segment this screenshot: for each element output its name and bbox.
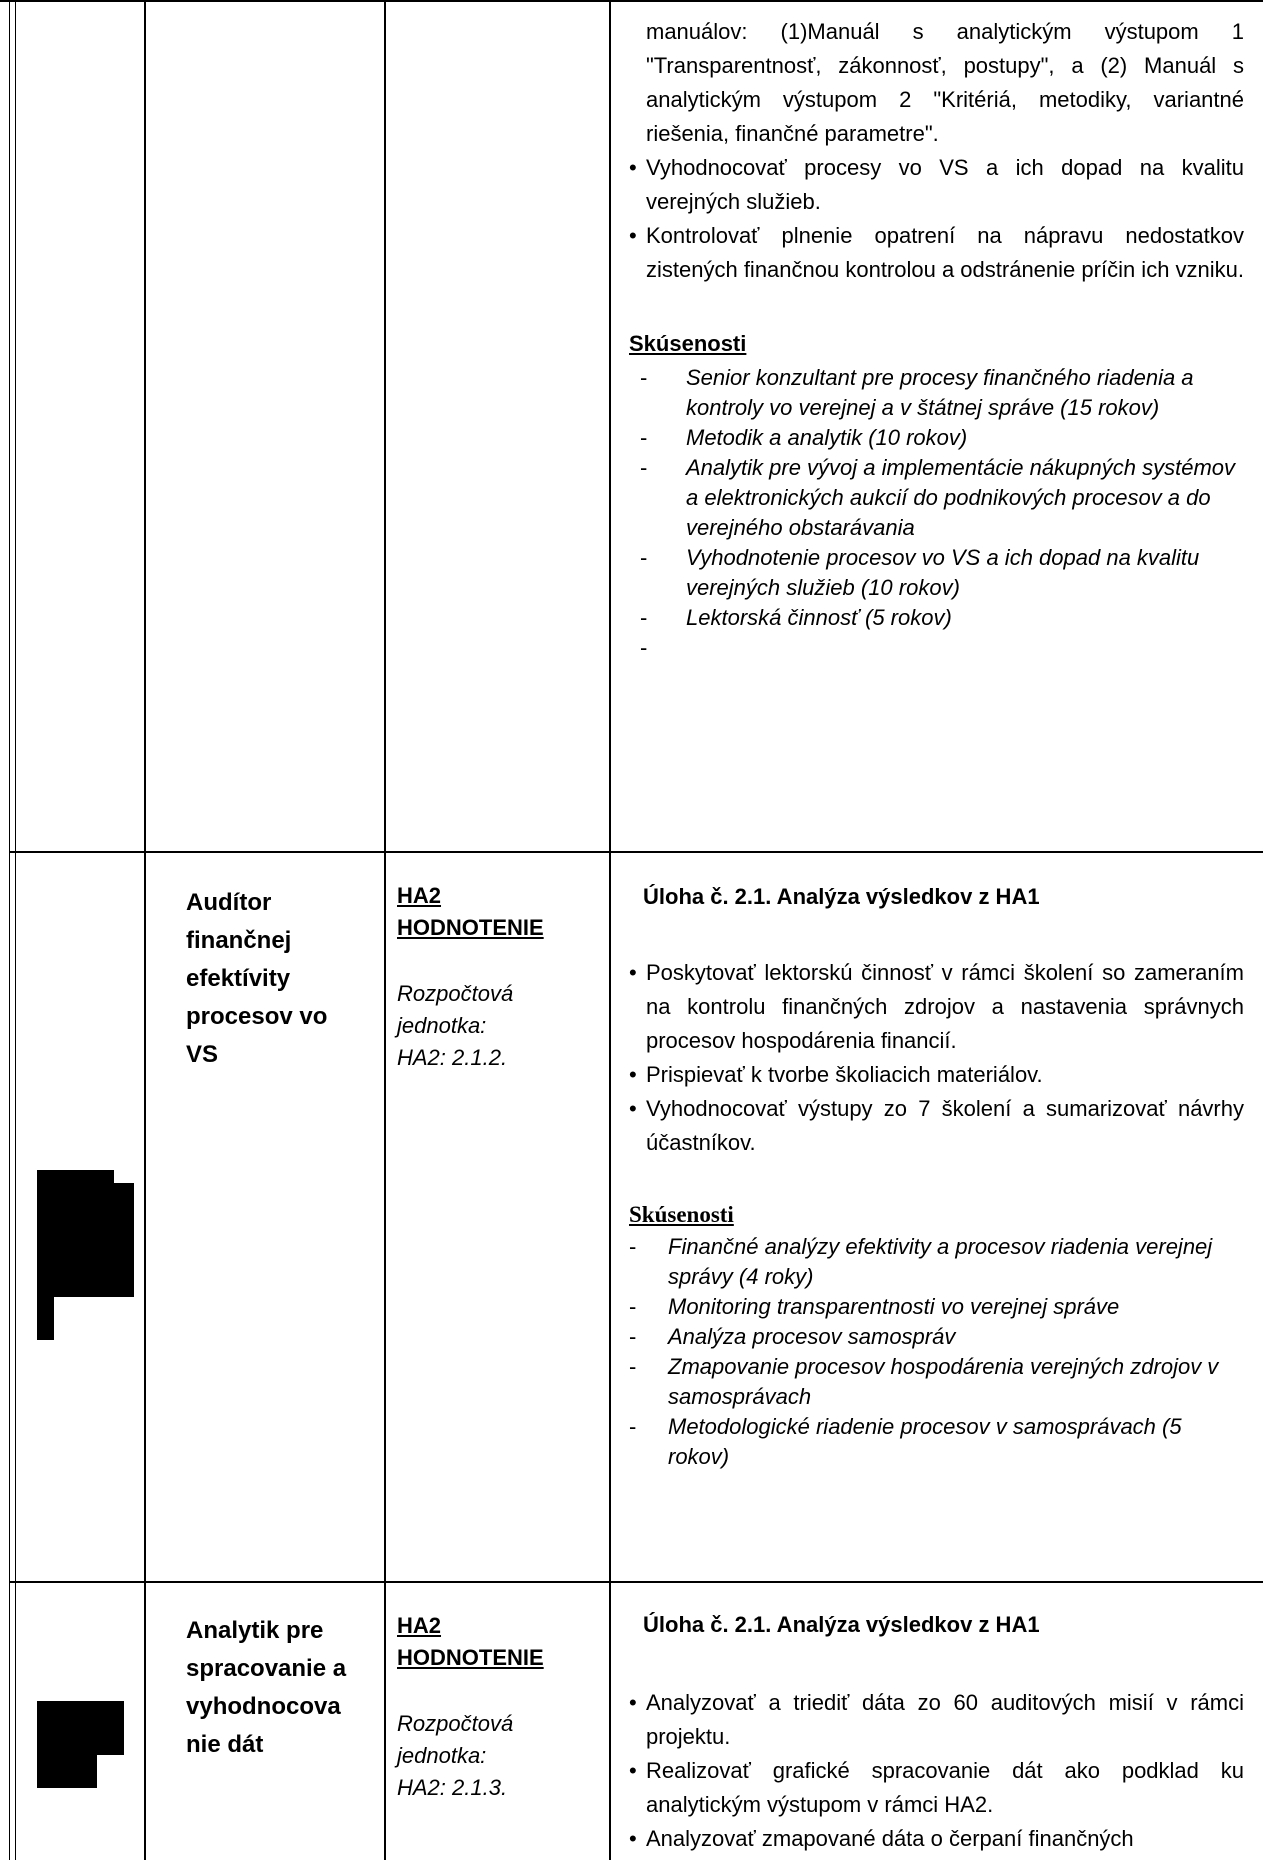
experience-item: - Lektorská činnosť (5 rokov) bbox=[640, 605, 952, 630]
experience-item: - Monitoring transparentnosti vo verejnej správe bbox=[629, 1294, 1120, 1319]
row-3-bullets bbox=[629, 1686, 1244, 1856]
activity-code: HA2 bbox=[397, 883, 442, 908]
experience-item: - Vyhodnotenie procesov vo VS a ich dopad na kvalitu verejných služieb (10 rokov) bbox=[640, 545, 1200, 600]
bullet-item: • Poskytovať lektorskú činnosť v rámci školení so zameraním na kontrolu finančných zdrojov a nastavenia správnych procesov hospodárenia financií. bbox=[629, 956, 1244, 1058]
activity-cell bbox=[397, 880, 593, 1074]
row-divider-1 bbox=[9, 851, 1263, 853]
budget-unit: Rozpočtová jednotka: HA2: 2.1.2. bbox=[397, 981, 514, 1070]
budget-unit: Rozpočtová jednotka: HA2: 2.1.3. bbox=[397, 1711, 514, 1800]
activity-name: HODNOTENIE bbox=[397, 1645, 544, 1670]
bullet-item: • Vyhodnocovať procesy vo VS a ich dopad na kvalitu verejných služieb. bbox=[629, 151, 1244, 219]
bullet-item: • Vyhodnocovať výstupy zo 7 školení a sumarizovať návrhy účastníkov. bbox=[629, 1092, 1244, 1160]
row-3-content bbox=[629, 1608, 1244, 1856]
redaction-block bbox=[37, 1701, 124, 1755]
experience-item: - Senior konzultant pre procesy finančného riadenia a kontroly vo verejnej a v štátnej správe (15 rokov) bbox=[640, 365, 1194, 420]
bullet-item: • Analyzovať a triediť dáta zo 60 auditových misií v rámci projektu. bbox=[629, 1686, 1244, 1754]
experience-heading: Skúsenosti bbox=[629, 331, 747, 356]
experience-list: - Senior konzultant pre procesy finančného riadenia a kontroly vo verejnej a v štátnej správe (15 rokov) - Metodik a analytik (10 rokov) - Analytik pre vývoj a implementácie nákupných systémov a elektronických aukcií do podnikových procesov a do verejného obstarávania - Vyhodnotenie procesov vo VS a ich dopad na kvalitu verejných služieb (10 rokov) - Lektorská činnosť (5 rokov) - bbox=[629, 363, 1244, 633]
role-title: Audítor finančnej efektívity procesov vo VS bbox=[186, 889, 328, 1068]
continuation-paragraph: manuálov: (1)Manuál s analytickým výstupom 1 "Transparentnosť, zákonnosť, postupy", a (2) Manuál s analytickým výstupom 2 "Kritériá, metodiky, variantné riešenia, finančné parametre". bbox=[646, 19, 1244, 146]
activity-name: HODNOTENIE bbox=[397, 915, 544, 940]
experience-item: - Zmapovanie procesov hospodárenia verejných zdrojov v samosprávach bbox=[629, 1354, 1219, 1409]
experience-heading: Skúsenosti bbox=[629, 1202, 734, 1227]
table-top-border bbox=[0, 0, 1263, 2]
experience-item: - Analýza procesov samospráv bbox=[629, 1324, 956, 1349]
row-divider-2 bbox=[9, 1581, 1263, 1583]
row-1-content bbox=[629, 15, 1245, 660]
bullet-item: • Realizovať grafické spracovanie dát ako podklad ku analytickým výstupom v rámci HA2. bbox=[629, 1754, 1244, 1822]
task-title: Úloha č. 2.1. Analýza výsledkov z HA1 bbox=[643, 884, 1040, 909]
experience-item: - Finančné analýzy efektivity a procesov riadenia verejnej správy (4 roky) bbox=[629, 1234, 1213, 1289]
experience-item: - Metodologické riadenie procesov v samosprávach (5 rokov) bbox=[629, 1414, 1182, 1469]
redaction-block bbox=[37, 1290, 54, 1340]
row-2-bullets bbox=[629, 956, 1244, 1160]
activity-code: HA2 bbox=[397, 1613, 442, 1638]
role-title: Analytik pre spracovanie a vyhodnocova nie dát bbox=[186, 1617, 347, 1758]
experience-list bbox=[629, 1232, 1244, 1472]
redaction-block bbox=[37, 1183, 134, 1297]
bullet-item: • Analyzovať zmapované dáta o čerpaní finančných bbox=[629, 1822, 1244, 1856]
task-title: Úloha č. 2.1. Analýza výsledkov z HA1 bbox=[643, 1612, 1040, 1637]
activity-cell bbox=[397, 1610, 593, 1804]
redaction-block bbox=[37, 1750, 97, 1788]
bullet-item: • Kontrolovať plnenie opatrení na nápravu nedostatkov zistených finančnou kontrolou a odstránenie príčin ich vzniku. bbox=[629, 219, 1244, 287]
experience-item: - Metodik a analytik (10 rokov) bbox=[640, 425, 968, 450]
bullet-item: • Prispievať k tvorbe školiacich materiálov. bbox=[629, 1058, 1244, 1092]
redaction-block bbox=[37, 1170, 114, 1190]
experience-item: - Analytik pre vývoj a implementácie nákupných systémov a elektronických aukcií do podnikových procesov a do verejného obstarávania bbox=[640, 455, 1236, 540]
row-2-content bbox=[629, 880, 1244, 1472]
row-1-bullets bbox=[629, 151, 1244, 287]
